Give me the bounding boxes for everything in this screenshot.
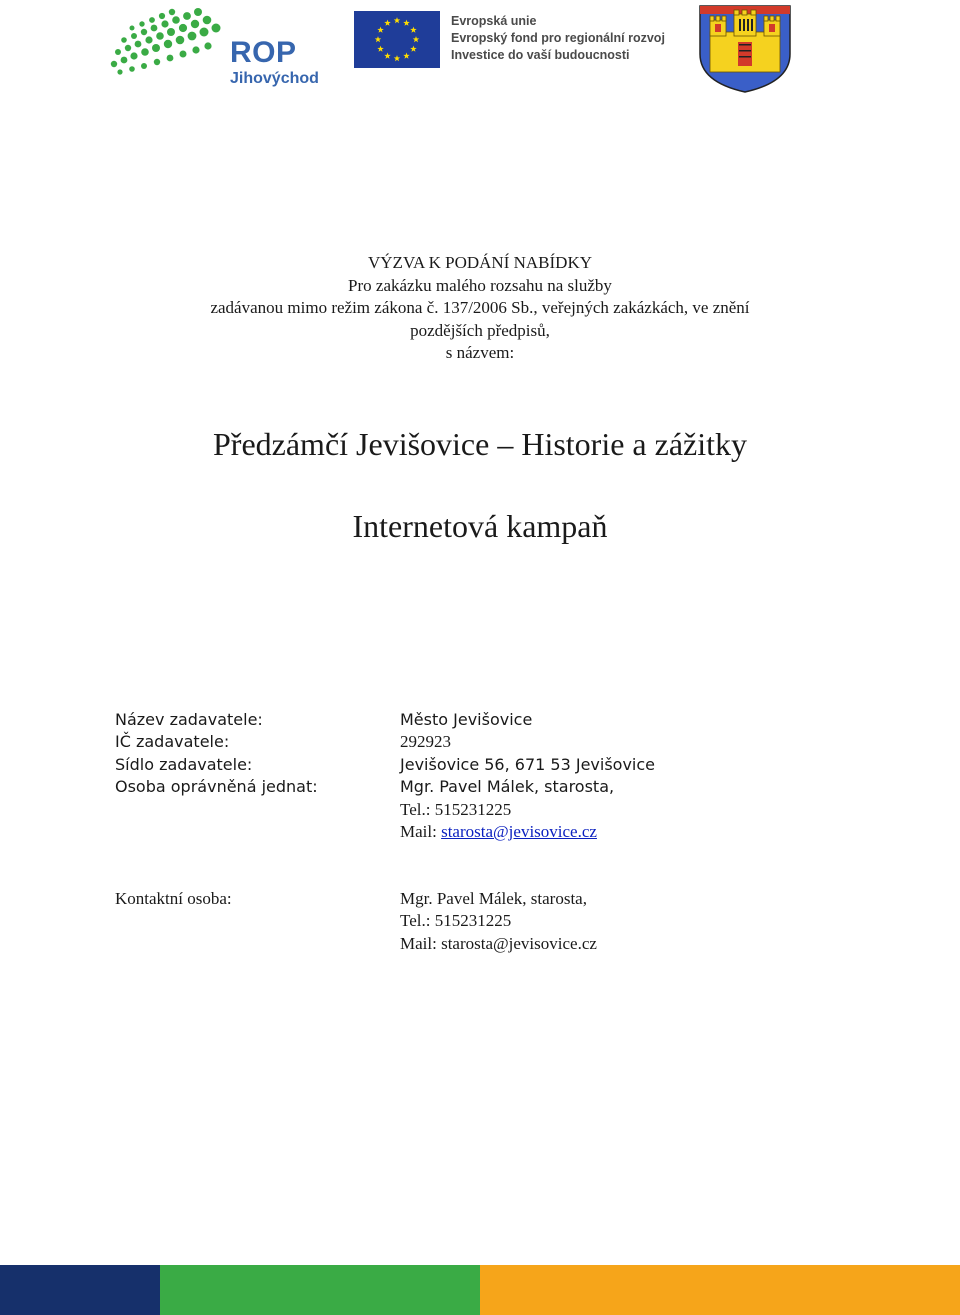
rop-logo-text	[230, 38, 319, 87]
authority-id-value: 292923	[400, 732, 451, 752]
contact-row-tel	[115, 910, 815, 932]
info-row-name	[115, 709, 815, 731]
authority-name-label: Název zadavatele:	[115, 710, 263, 729]
rop-dots-icon	[108, 6, 228, 76]
call-for-bids-heading	[0, 252, 960, 365]
eu-flag-icon	[354, 11, 440, 68]
heading-line-3: zadávanou mimo režim zákona č. 137/2006 Sb., veřejných zakázkách, ve znění	[210, 298, 750, 317]
document-header	[0, 0, 960, 110]
heading-line-1: VÝZVA K PODÁNÍ NABÍDKY	[368, 253, 592, 272]
info-row-id	[115, 731, 815, 753]
authority-name-value: Město Jevišovice	[400, 710, 533, 729]
contact-person-info	[115, 888, 815, 955]
town-coat-of-arms-icon	[696, 2, 794, 94]
mail-prefix: Mail:	[400, 821, 442, 841]
rop-logo-title: ROP	[230, 36, 297, 69]
heading-line-4: pozdějších předpisů,	[410, 320, 550, 340]
footer-bar-blue	[0, 1265, 160, 1315]
footer-bar-green	[160, 1265, 480, 1315]
info-row-tel	[115, 799, 815, 821]
authority-seat-value: Jevišovice 56, 671 53 Jevišovice	[400, 754, 655, 774]
contact-name: Mgr. Pavel Málek, starosta,	[400, 889, 587, 908]
authority-rep-value: Mgr. Pavel Málek, starosta,	[400, 777, 615, 797]
contact-row-mail	[115, 933, 815, 955]
heading-line-5: s názvem:	[445, 343, 515, 362]
authority-seat-label: Sídlo zadavatele:	[115, 754, 253, 774]
contracting-authority-info	[115, 709, 815, 843]
heading-line-2: Pro zakázku malého rozsahu na služby	[348, 275, 612, 295]
eu-logo-text	[451, 13, 665, 64]
email-link[interactable]: starosta@jevisovice.cz	[441, 821, 597, 841]
authority-rep-label: Osoba oprávněná jednat:	[115, 777, 318, 797]
footer-color-bar	[0, 1265, 960, 1315]
contact-mail: Mail: starosta@jevisovice.cz	[400, 933, 597, 953]
rop-logo-subtitle: Jihovýchod	[230, 70, 319, 87]
contact-tel: Tel.: 515231225	[400, 911, 512, 931]
project-title: Předzámčí Jevišovice – Historie a zážitky	[212, 426, 748, 462]
contact-label: Kontaktní osoba:	[115, 889, 232, 908]
authority-rep-mail-line	[400, 821, 597, 843]
authority-rep-tel: Tel.: 515231225	[400, 799, 512, 819]
contact-row-name	[115, 888, 815, 910]
eu-logo-line-3: Investice do vaší budoucnosti	[451, 48, 630, 62]
project-subtitle: Internetová kampaň	[352, 508, 608, 544]
authority-id-label: IČ zadavatele:	[115, 732, 230, 752]
eu-logo-line-1: Evropská unie	[451, 14, 537, 28]
eu-logo	[354, 11, 664, 71]
info-row-representative	[115, 776, 815, 798]
eu-logo-line-2: Evropský fond pro regionální rozvoj	[451, 31, 665, 45]
footer-bar-orange	[480, 1265, 960, 1315]
info-row-mail	[115, 821, 815, 843]
rop-jihovychod-logo	[108, 6, 318, 92]
info-row-seat	[115, 754, 815, 776]
